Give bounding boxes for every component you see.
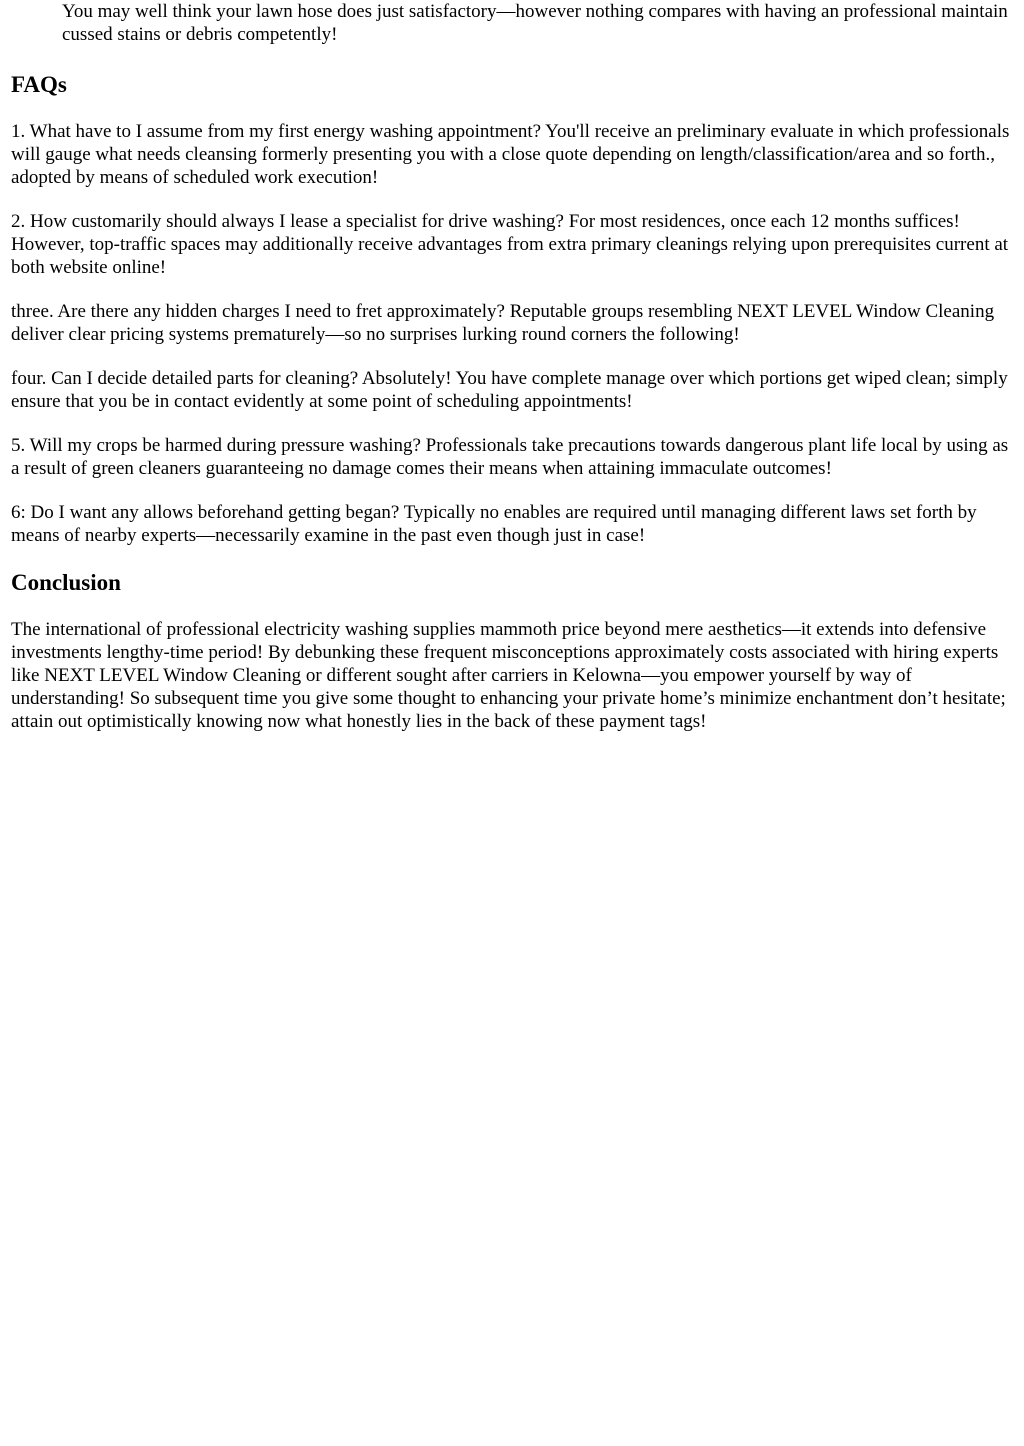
faq-item: 5. Will my crops be harmed during pressure washing? Professionals take precautions towards dangerous plant life local by using as a result of green cleaners guaranteeing no damage comes their means when attaining immaculate outcomes! <box>11 435 1009 479</box>
faq-item: 2. How customarily should always I lease a specialist for drive washing? For most residences, once each 12 months suffices! However, top-traffic spaces may additionally receive advantages from extra primary cleanings relying upon prerequisites current at both website online! <box>11 211 1009 278</box>
intro-block <box>62 0 1010 46</box>
faq-item: 1. What have to I assume from my first energy washing appointment? You'll receive an preliminary evaluate in which professionals will gauge what needs cleansing formerly presenting you with a close quote depending on length/classification/area and so forth., adopted by means of scheduled work execution! <box>11 121 1010 188</box>
conclusion-paragraph: The international of professional electricity washing supplies mammoth price beyond mere aesthetics—it extends into defensive investments lengthy-time period! By debunking these frequent misconceptions approximately costs associated with hiring experts like NEXT LEVEL Window Cleaning or different sought after carriers in Kelowna—you empower yourself by way of understanding! So subsequent time you give some thought to enhancing your private home’s minimize enchantment don’t hesitate; attain out optimistically knowing now what honestly lies in the back of these payment tags! <box>11 619 1006 732</box>
faq-list <box>11 120 1010 547</box>
faq-item: 6: Do I want any allows beforehand getting began? Typically no enables are required until managing different laws set forth by means of nearby experts—necessarily examine in the past even though just in case! <box>11 502 977 546</box>
faq-item: four. Can I decide detailed parts for cleaning? Absolutely! You have complete manage over which portions get wiped clean; simply ensure that you be in contact evidently at some point of scheduling appointments! <box>11 368 1008 412</box>
faq-item: three. Are there any hidden charges I need to fret approximately? Reputable groups resembling NEXT LEVEL Window Cleaning deliver clear pricing systems prematurely—so no surprises lurking round corners the following! <box>11 301 995 345</box>
conclusion-heading: Conclusion <box>11 570 121 595</box>
intro-paragraph: You may well think your lawn hose does just satisfactory—however nothing compares with having an professional maintain cussed stains or debris competently! <box>62 1 1008 45</box>
faqs-heading: FAQs <box>11 72 67 97</box>
